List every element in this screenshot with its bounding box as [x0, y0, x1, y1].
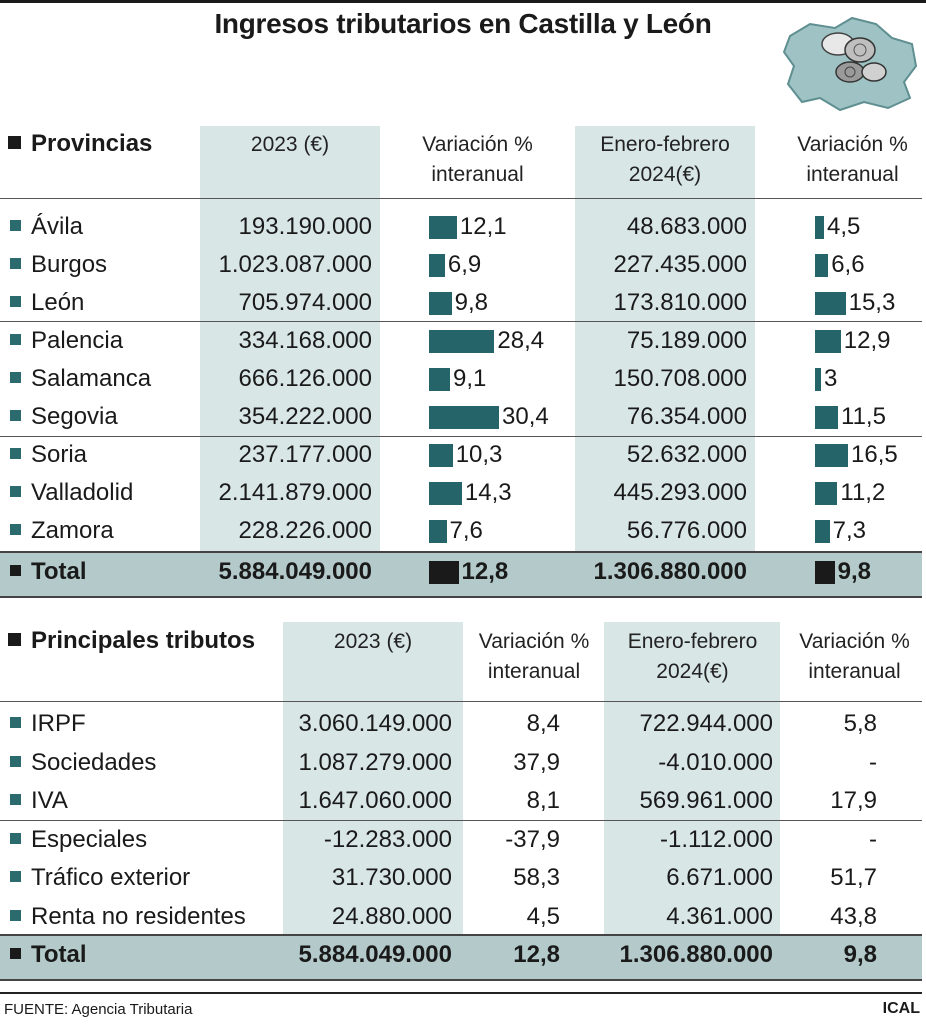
value-2024: 1.306.880.000: [619, 941, 773, 968]
bullet-square-icon: [10, 756, 21, 767]
header-variacion-2023: Variación % interanual: [422, 133, 533, 186]
row-name-cell: [10, 744, 156, 782]
table-row: [0, 859, 926, 897]
header-variacion-2024-tributos: Variación % interanual: [799, 630, 910, 683]
bullet-square-icon: [10, 910, 21, 921]
value-2024: 76.354.000: [626, 403, 747, 430]
variation-2024-label: 11,5: [841, 403, 886, 430]
variation-2023-label: 6,9: [447, 251, 482, 278]
row-name: Zamora: [31, 517, 114, 544]
bullet-square-icon: [10, 524, 21, 535]
row-name-cell: [10, 898, 246, 936]
table-row: [0, 705, 926, 743]
variation-2024: 17,9: [830, 787, 877, 814]
variation-2023: -37,9: [505, 825, 560, 853]
value-2024: -1.112.000: [660, 825, 773, 853]
source-note: FUENTE: Agencia Tributaria: [4, 1001, 193, 1018]
variation-2024-bar: [815, 330, 841, 353]
row-name: Segovia: [31, 403, 118, 430]
variation-2024-label: 4,5: [827, 213, 861, 240]
row-name-cell: [10, 782, 68, 820]
row-name-cell: [10, 553, 87, 591]
variation-2023-label: 9,8: [454, 289, 488, 316]
value-2023: 237.177.000: [238, 441, 372, 468]
row-name: Valladolid: [31, 479, 134, 506]
value-2024: 173.810.000: [613, 289, 747, 316]
row-name-cell: [10, 859, 190, 897]
value-2024: 569.961.000: [639, 787, 773, 814]
value-2023: 1.087.279.000: [298, 748, 452, 776]
variation-2024-label: 12,9: [843, 327, 891, 354]
table-row: [0, 898, 926, 936]
bullet-square-icon: [10, 717, 21, 728]
bullet-square-icon: [10, 296, 21, 307]
variation-2023-label: 9,1: [453, 365, 487, 392]
variation-2023-bar: [429, 254, 445, 277]
table-row: [0, 398, 926, 436]
total-row: [0, 553, 926, 591]
section-square-icon: [8, 136, 21, 149]
row-name-cell: [10, 474, 133, 512]
bullet-square-icon: [10, 220, 21, 231]
variation-2024-bar: [815, 216, 824, 239]
table-row: [0, 474, 926, 512]
row-name-cell: [10, 322, 123, 360]
value-2024: 48.683.000: [626, 213, 747, 240]
variation-2024-bar: [815, 444, 848, 467]
bullet-square-icon: [10, 258, 21, 269]
row-name: Total: [31, 941, 87, 968]
variation-2024-bar: [815, 292, 846, 315]
table-row: [0, 782, 926, 820]
bullet-square-icon: [10, 486, 21, 497]
value-2023: 705.974.000: [238, 289, 372, 316]
variation-2024-label: 15,3: [848, 289, 896, 316]
variation-2023-label: 12,8: [461, 558, 509, 585]
header-variacion-2023-tributos: Variación % interanual: [478, 630, 590, 683]
variation-2024-bar: [815, 368, 821, 391]
value-2023: -12.283.000: [323, 825, 452, 853]
value-2024: 56.776.000: [626, 517, 747, 544]
variation-2024-label: 6,6: [831, 251, 865, 278]
row-name: Renta no residentes: [31, 902, 246, 930]
header-variacion-2024: Variación % interanual: [797, 133, 908, 186]
table-row: [0, 208, 926, 246]
row-name-cell: [10, 284, 84, 322]
value-2023: 5.884.049.000: [298, 941, 452, 968]
bullet-square-icon: [10, 871, 21, 882]
brand-logo-text: ICAL: [882, 1000, 920, 1017]
variation-2023-bar: [429, 520, 447, 543]
table-row: [0, 436, 926, 474]
header-enero-febrero-2024: Enero-febrero 2024(€): [600, 133, 730, 186]
row-name: Ávila: [31, 213, 84, 240]
value-2024: 227.435.000: [613, 251, 747, 278]
value-2024: 445.293.000: [613, 479, 747, 506]
value-2023: 193.190.000: [238, 213, 372, 240]
value-2023: 666.126.000: [238, 365, 372, 392]
variation-2023: 4,5: [526, 902, 560, 930]
section-square-icon: [8, 633, 21, 646]
row-name-cell: [10, 821, 147, 859]
value-2024: 52.632.000: [626, 441, 747, 468]
variation-2024: 43,8: [830, 902, 877, 930]
bullet-square-icon: [10, 948, 21, 959]
variation-2024-bar: [815, 561, 835, 584]
variation-2023-label: 7,6: [449, 517, 483, 544]
value-2024: 150.708.000: [613, 365, 747, 392]
row-name: Tráfico exterior: [31, 864, 191, 891]
variation-2024-label: 16,5: [851, 441, 898, 468]
value-2024: 75.189.000: [626, 327, 747, 354]
row-name: Soria: [31, 441, 88, 468]
footer-rule: [0, 992, 922, 994]
bullet-square-icon: [10, 372, 21, 383]
row-name: León: [31, 289, 85, 316]
row-name: Sociedades: [31, 748, 157, 776]
row-name: IVA: [31, 787, 68, 814]
variation-2023: 58,3: [513, 864, 560, 891]
variation-2023-bar: [429, 406, 499, 429]
row-name-cell: [10, 436, 87, 474]
value-2023: 3.060.149.000: [298, 710, 452, 737]
variation-2023-label: 30,4: [502, 403, 549, 430]
variation-2024-bar: [815, 520, 830, 543]
variation-2024-bar: [815, 482, 837, 505]
row-name-cell: [10, 360, 151, 398]
variation-2024: -: [869, 825, 877, 853]
row-name: Especiales: [31, 825, 148, 853]
rule-header-provincias: [0, 198, 922, 199]
value-2023: 1.023.087.000: [218, 251, 372, 278]
row-name: Total: [31, 558, 87, 585]
variation-2023-bar: [429, 216, 457, 239]
table-row: [0, 284, 926, 322]
value-2024: 1.306.880.000: [593, 558, 747, 585]
variation-2023-bar: [429, 330, 494, 353]
variation-2024-bar: [815, 406, 838, 429]
variation-2024-bar: [815, 254, 828, 277]
variation-2024: 5,8: [843, 710, 877, 737]
section-title-provincias: Provincias: [8, 130, 152, 158]
row-name: Burgos: [31, 251, 108, 278]
table-row: [0, 360, 926, 398]
page-title: Ingresos tributarios en Castilla y León: [214, 8, 712, 39]
bullet-square-icon: [10, 410, 21, 421]
variation-2023: 37,9: [513, 748, 560, 776]
variation-2023: 8,4: [526, 710, 560, 737]
map-coins-icon: [780, 14, 920, 112]
table-row: [0, 744, 926, 782]
header-2023: 2023 (€): [250, 133, 330, 156]
value-2024: 4.361.000: [666, 902, 773, 930]
row-name: Salamanca: [31, 365, 152, 392]
row-name: IRPF: [31, 710, 86, 737]
table-row: [0, 821, 926, 859]
top-rule: [0, 0, 926, 3]
row-name-cell: [10, 705, 86, 743]
variation-2023-label: 10,3: [455, 441, 503, 468]
value-2024: 722.944.000: [639, 710, 773, 737]
value-2023: 31.730.000: [331, 864, 452, 891]
row-name-cell: [10, 936, 87, 974]
rule-header-tributos: [0, 701, 922, 702]
header-enero-febrero-2024-tributos: Enero-febrero 2024(€): [627, 630, 758, 683]
variation-2023-label: 14,3: [464, 479, 512, 506]
row-name-cell: [10, 512, 114, 550]
variation-2023-bar: [429, 368, 450, 391]
variation-2023-bar: [429, 444, 453, 467]
value-2023: 2.141.879.000: [218, 479, 372, 506]
row-name: Palencia: [31, 327, 124, 354]
value-2024: 6.671.000: [666, 864, 773, 891]
variation-2024-label: 9,8: [837, 558, 871, 585]
value-2023: 1.647.060.000: [298, 787, 452, 814]
table-row: [0, 246, 926, 284]
value-2023: 354.222.000: [238, 403, 372, 430]
variation-2024-label: 7,3: [832, 517, 866, 544]
variation-2023-bar: [429, 292, 452, 315]
value-2023: 228.226.000: [238, 517, 372, 544]
variation-2024: -: [869, 748, 877, 776]
value-2023: 24.880.000: [331, 902, 452, 930]
value-2023: 5.884.049.000: [218, 558, 372, 585]
variation-2024-label: 3: [824, 365, 838, 392]
variation-2024: 9,8: [843, 941, 877, 968]
header-2023-tributos: 2023 (€): [333, 630, 413, 653]
section-title-tributos: Principales tributos: [8, 627, 255, 655]
variation-2023-bar: [429, 482, 462, 505]
bullet-square-icon: [10, 794, 21, 805]
bullet-square-icon: [10, 448, 21, 459]
variation-2023-label: 12,1: [459, 213, 507, 240]
row-name-cell: [10, 398, 118, 436]
variation-2023: 8,1: [526, 787, 560, 814]
row-name-cell: [10, 246, 107, 284]
value-2023: 334.168.000: [238, 327, 372, 354]
variation-2024-label: 11,2: [840, 479, 886, 506]
bullet-square-icon: [10, 833, 21, 844]
bullet-square-icon: [10, 334, 21, 345]
table-row: [0, 512, 926, 550]
value-2024: -4.010.000: [658, 748, 773, 776]
variation-2023-label: 28,4: [497, 327, 545, 354]
table-row: [0, 322, 926, 360]
variation-2023: 12,8: [513, 941, 560, 968]
bullet-square-icon: [10, 565, 21, 576]
variation-2023-bar: [429, 561, 459, 584]
row-name-cell: [10, 208, 83, 246]
total-row: [0, 936, 926, 974]
variation-2024: 51,7: [830, 864, 877, 891]
